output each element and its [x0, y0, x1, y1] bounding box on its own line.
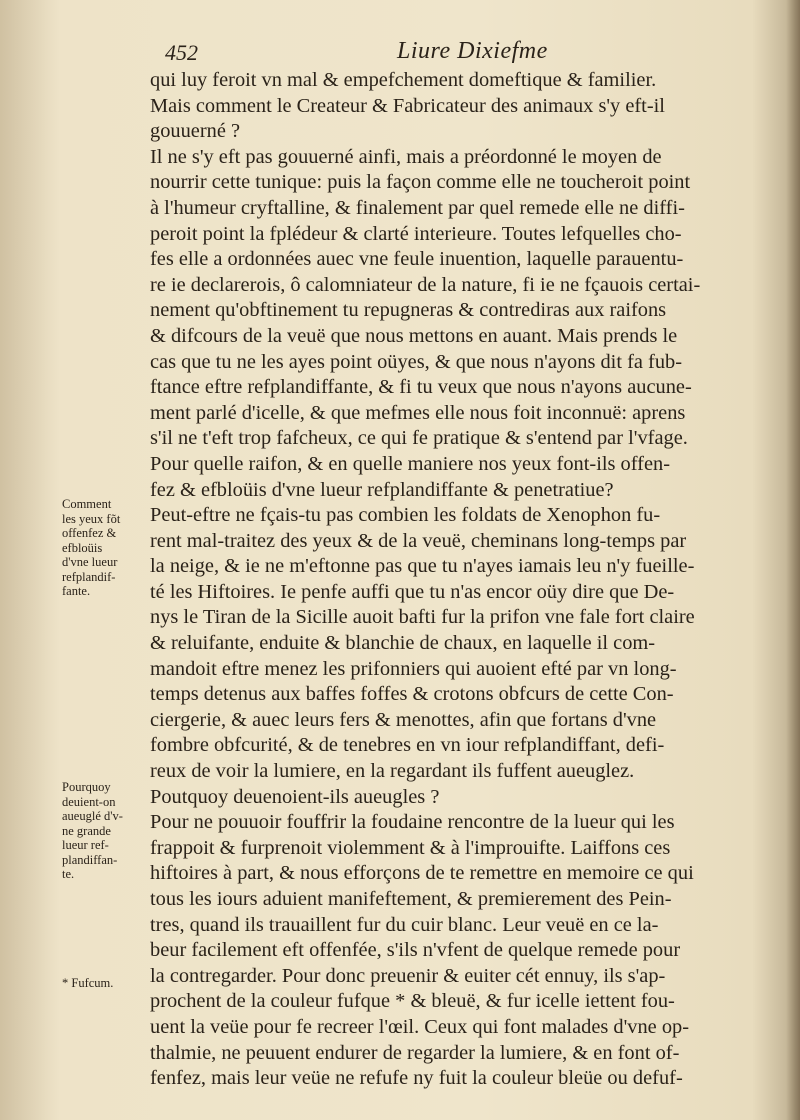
page-edge-shadow — [0, 0, 60, 1120]
margin-note-line: te. — [62, 867, 75, 881]
text-line: Peut-eftre ne fçais-tu pas combien les foldats de Xenophon fu- — [150, 504, 661, 527]
text-line: fez & efbloüis d'vne lueur refplandiffante & penetratiue? — [150, 478, 614, 501]
text-line: ftance eftre refplandiffante, & fi tu veux que nous n'ayons aucune- — [150, 376, 692, 399]
text-line: Poutquoy deuenoient-ils aueugles ? — [150, 785, 440, 808]
margin-note-line: plandiffan- — [62, 852, 118, 867]
margin-note-line: offenfez & — [62, 526, 117, 540]
text-line: frappoit & furprenoit violemment & à l'improuifte. Laiffons ces — [150, 836, 671, 859]
margin-note-line: ne grande — [62, 823, 111, 838]
text-line: la contregarder. Pour donc preuenir & euiter cét ennuy, ils s'ap- — [150, 964, 666, 987]
text-line: reux de voir la lumiere, en la regardant ils fuffent aueuglez. — [150, 760, 635, 783]
text-line: Pour quelle raifon, & en quelle maniere nos yeux font-ils offen- — [150, 452, 671, 475]
text-line: uent la veüe pour fe recreer l'œil. Ceux qui font malades d'vne op- — [150, 1015, 690, 1038]
text-line: à l'humeur cryftalline, & finalement par quel remede elle ne diffi- — [150, 196, 685, 219]
text-line: nys le Tiran de la Sicille auoit bafti fur la prifon vne fale fort claire — [150, 606, 695, 629]
text-line: prochent de la couleur fufque * & bleuë, & fur icelle iettent fou- — [150, 990, 675, 1013]
margin-note-comment — [62, 497, 148, 599]
margin-note-pourquoy — [62, 780, 148, 882]
text-line: hiftoires à part, & nous efforçons de te remettre en memoire ce qui — [150, 862, 694, 885]
margin-note-line: Pourquoy — [62, 780, 111, 794]
text-line: ment parlé d'icelle, & que mefmes elle nous foit inconnuë: aprens — [150, 401, 686, 424]
text-line: tres, quand ils trauaillent fur du cuir blanc. Leur veuë en ce la- — [150, 913, 659, 936]
margin-note-fufcum — [62, 976, 148, 991]
text-line: nement qu'obftinement tu repugneras & contrediras aux raifons — [150, 299, 667, 322]
margin-note-line: deuient-on — [62, 794, 116, 809]
text-line: nourrir cette tunique: puis la façon comme elle ne toucheroit point — [150, 171, 691, 194]
text-line: rent mal-traitez des yeux & de la veuë, cheminans long-temps par — [150, 529, 687, 552]
text-line: & difcours de la veuë que nous mettons en auant. Mais prends le — [150, 324, 678, 347]
margin-note-line: Comment — [62, 497, 112, 511]
text-line: gouuerné ? — [150, 120, 241, 143]
text-line: fenfez, mais leur veüe ne refufe ny fuit la couleur bleüe ou defuf- — [150, 1067, 683, 1090]
margin-note-line: lueur ref- — [62, 838, 109, 852]
text-line: re ie declarerois, ô calomniateur de la nature, fi ie ne fçauois certai- — [150, 273, 701, 296]
margin-note-line: aueuglé d'v- — [62, 809, 123, 823]
text-line: qui luy feroit vn mal & empefchement domeftique & familier. — [150, 69, 657, 91]
page-header — [165, 38, 775, 68]
text-line: peroit point la fplédeur & clarté interieure. Toutes lefquelles cho- — [150, 222, 682, 245]
margin-note-line: refplandif- — [62, 569, 116, 584]
text-line: cas que tu ne les ayes point oüyes, & que nous n'ayons dit fa fub- — [150, 350, 683, 373]
text-line: Mais comment le Createur & Fabricateur des animaux s'y eft-il — [150, 94, 665, 117]
margin-note-line: * Fufcum. — [62, 976, 114, 990]
margin-note-line: efbloüis — [62, 540, 103, 555]
text-line: mandoit eftre menez les prifonniers qui auoient efté par vn long- — [150, 657, 677, 680]
text-line: thalmie, ne peuuent endurer de regarder la lumiere, & en font of- — [150, 1041, 680, 1064]
text-line: ciergerie, & auec leurs fers & menottes, afin que fortans d'vne — [150, 708, 657, 731]
text-line: fes elle a ordonnées auec vne feule inuention, laquelle parauentu- — [150, 248, 684, 271]
margin-note-line: les yeux fõt — [62, 511, 121, 526]
text-line: s'il ne t'eft trop fafcheux, ce qui fe pratique & s'entend par l'vfage. — [150, 427, 688, 450]
text-line: beur facilement eft offenfée, s'ils n'vfent de quelque remede pour — [150, 939, 681, 962]
text-line: Il ne s'y eft pas gouuerné ainfi, mais a préordonné le moyen de — [150, 145, 662, 168]
binding-gutter — [786, 0, 800, 1120]
text-line: & reluifante, enduite & blanchie de chaux, en laquelle il com- — [150, 632, 656, 655]
page-number: 452 — [165, 40, 198, 65]
text-line: té les Hiftoires. Ie penfe auffi que tu n'as encor oüy dire que De- — [150, 580, 675, 603]
text-line: temps detenus aux baffes foffes & crotons obfcurs de cette Con- — [150, 683, 674, 706]
margin-note-line: fante. — [62, 584, 91, 598]
text-line: tous les iours aduient manifeftement, & premierement des Pein- — [150, 888, 672, 910]
text-line: fombre obfcurité, & de tenebres en vn iour refplandiffant, defi- — [150, 734, 665, 757]
text-line: Pour ne pouuoir fouffrir la foudaine rencontre de la lueur qui les — [150, 811, 675, 834]
running-head: Liure Dixiefme — [397, 38, 548, 64]
main-text — [150, 68, 778, 1092]
margin-note-line: d'vne lueur — [62, 555, 118, 569]
text-line: la neige, & ie ne m'eftonne pas que tu n'ayes iamais leu n'y fueille- — [150, 555, 695, 578]
